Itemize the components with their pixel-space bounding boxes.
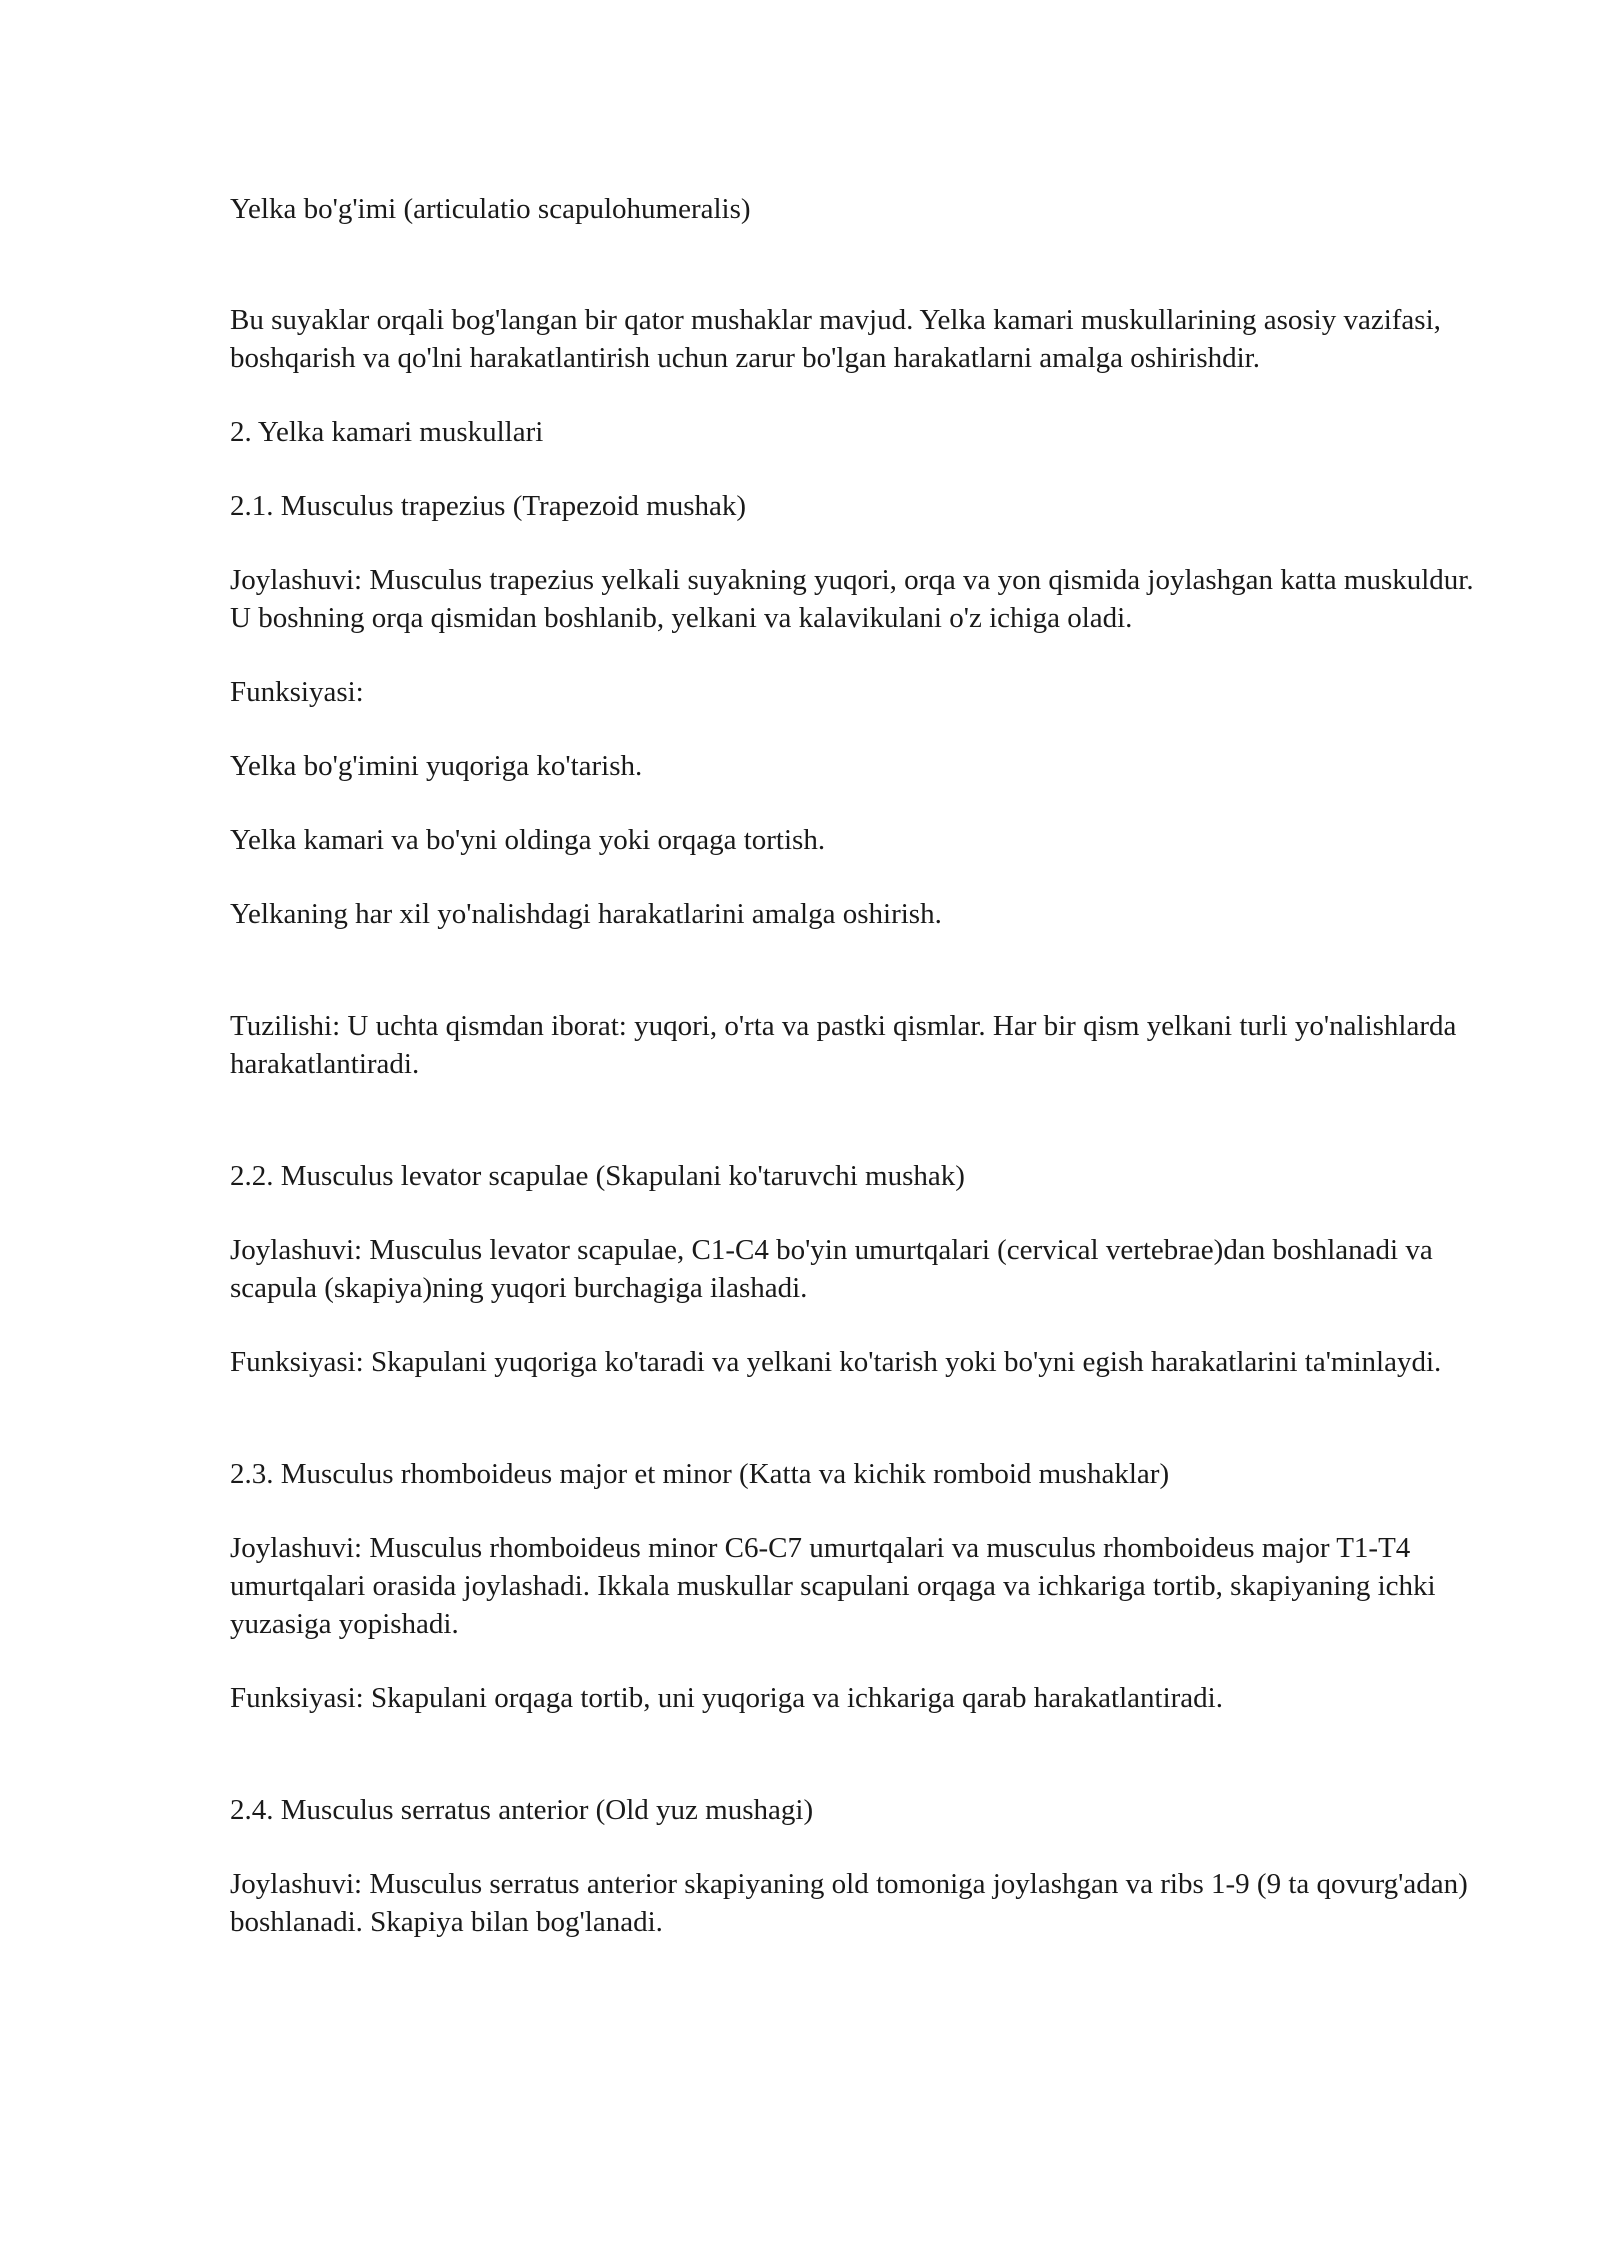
section-2-1-structure: Tuzilishi: U uchta qismdan iborat: yuqori, o'rta va pastki qismlar. Har bir qism yelkani turli yo'nalishlarda harakatlantiradi.	[230, 1010, 1457, 1080]
section-2-4-heading: 2.4. Musculus serratus anterior (Old yuz mushagi)	[230, 1794, 814, 1826]
section-2-1-function-item: Yelka bo'g'imini yuqoriga ko'tarish.	[230, 750, 643, 782]
section-2-4-location: Joylashuvi: Musculus serratus anterior skapiyaning old tomoniga joylashgan va ribs 1-9 (9 ta qovurg'adan) boshlanadi. Skapiya bilan bog'lanadi.	[230, 1868, 1468, 1938]
section-2-1-function-item: Yelka kamari va bo'yni oldinga yoki orqaga tortish.	[230, 824, 826, 856]
section-2-2-function: Funksiyasi: Skapulani yuqoriga ko'taradi va yelkani ko'tarish yoki bo'yni egish harakatlarini ta'minlaydi.	[230, 1346, 1442, 1378]
section-2-heading: 2. Yelka kamari muskullari	[230, 416, 544, 448]
intro-paragraph: Bu suyaklar orqali bog'langan bir qator mushaklar mavjud. Yelka kamari muskullarining asosiy vazifasi, boshqarish va qo'lni harakatlantirish uchun zarur bo'lgan harakatlarni amalga oshirishdir.	[230, 304, 1441, 374]
section-2-3-function: Funksiyasi: Skapulani orqaga tortib, uni yuqoriga va ichkariga qarab harakatlantiradi.	[230, 1682, 1223, 1714]
section-2-1-heading: 2.1. Musculus trapezius (Trapezoid mushak)	[230, 490, 747, 522]
section-2-1-location: Joylashuvi: Musculus trapezius yelkali suyakning yuqori, orqa va yon qismida joylashgan katta muskuldur. U boshning orqa qismidan boshlanib, yelkani va kalavikulani o'z ichiga oladi.	[230, 564, 1474, 634]
section-2-2-heading: 2.2. Musculus levator scapulae (Skapulani ko'taruvchi mushak)	[230, 1160, 965, 1192]
section-2-1-function-item: Yelkaning har xil yo'nalishdagi harakatlarini amalga oshirish.	[230, 898, 942, 930]
section-2-2-location: Joylashuvi: Musculus levator scapulae, C1-C4 bo'yin umurtqalari (cervical vertebrae)dan boshlanadi va scapula (skapiya)ning yuqori burchagiga ilashadi.	[230, 1234, 1433, 1304]
section-2-3-location: Joylashuvi: Musculus rhomboideus minor C6-C7 umurtqalari va musculus rhomboideus major T1-T4 umurtqalari orasida joylashadi. Ikkala muskullar scapulani orqaga va ichkariga tortib, skapiyaning ichki yuzasiga yopishadi.	[230, 1532, 1436, 1640]
section-2-3-heading: 2.3. Musculus rhomboideus major et minor (Katta va kichik romboid mushaklar)	[230, 1458, 1170, 1490]
document-page	[230, 190, 1480, 1941]
document-title: Yelka bo'g'imi (articulatio scapulohumeralis)	[230, 193, 751, 225]
section-2-1-function-label: Funksiyasi:	[230, 676, 364, 708]
